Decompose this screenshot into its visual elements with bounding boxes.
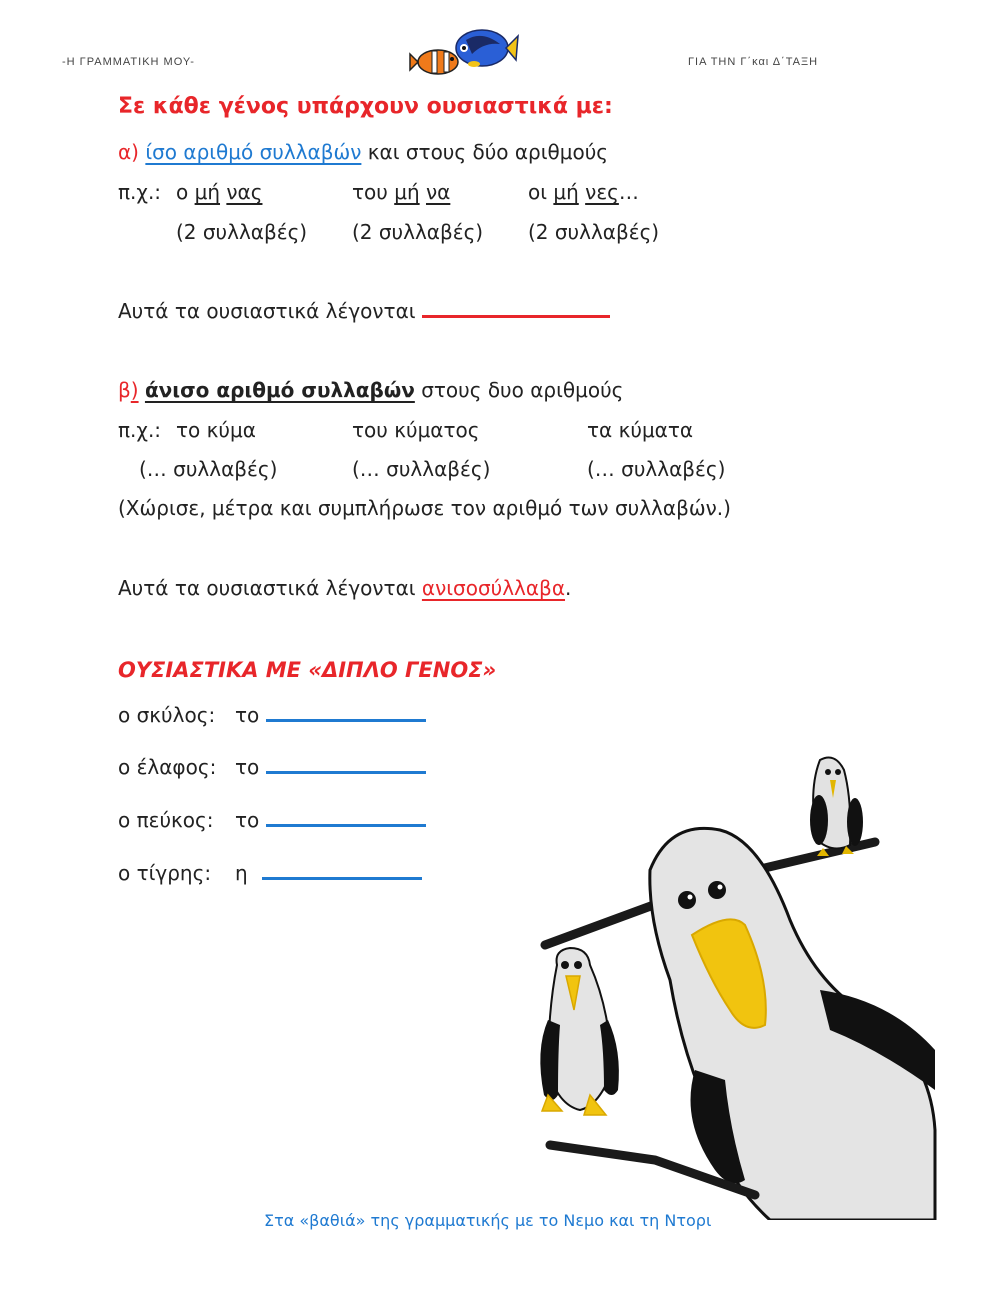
example-item	[528, 180, 639, 204]
noun-label: ο έλαφος:	[118, 755, 217, 779]
noun-label: ο σκύλος:	[118, 703, 216, 727]
conclusion-period: .	[565, 576, 572, 600]
example-suffix: …	[618, 180, 639, 204]
syllable-count: (2 συλλαβές)	[352, 220, 484, 244]
article-label: το	[235, 703, 260, 727]
article-label: το	[235, 755, 260, 779]
section-a-conclusion	[118, 299, 610, 323]
noun-label: ο πεύκος:	[118, 808, 214, 832]
answer-blank-blue[interactable]	[266, 755, 426, 774]
answer-blank-blue[interactable]	[266, 703, 426, 722]
header-right-title: ΓΙΑ ΤΗΝ Γ΄και Δ΄ΤΑΞΗ	[688, 56, 819, 68]
section-a-line	[118, 140, 608, 164]
section-a-marker: α)	[118, 140, 139, 164]
noun-label: ο τίγρης:	[118, 861, 212, 885]
section-b-highlight: άνισο αριθμό συλλαβών	[144, 378, 415, 402]
double-gender-heading: ΟΥΣΙΑΣΤΙΚΑ ΜΕ «ΔΙΠΛΟ ΓΕΝΟΣ»	[118, 658, 497, 682]
example-syllable: νας	[226, 180, 263, 204]
fill-row	[235, 808, 426, 832]
example-syllable: μή	[553, 180, 579, 204]
answer-blank-blue[interactable]	[262, 861, 422, 880]
example-prefix: π.χ.:	[118, 418, 162, 442]
example-item	[176, 180, 262, 204]
conclusion-text: Αυτά τα ουσιαστικά λέγονται	[118, 299, 416, 323]
fish-icon	[408, 24, 520, 82]
fill-row	[235, 703, 426, 727]
example-syllable: μή	[394, 180, 420, 204]
header-left-title: -Η ΓΡΑΜΜΑΤΙΚΗ ΜΟΥ-	[62, 56, 195, 68]
page-title: Σε κάθε γένος υπάρχουν ουσιαστικά με:	[118, 94, 613, 119]
syllable-count-blank[interactable]: (… συλλαβές)	[352, 457, 491, 481]
example-item	[352, 180, 450, 204]
example-item: το κύμα	[176, 418, 256, 442]
footer-text: Στα «βαθιά» της γραμματικής με το Νεμο και τη Ντορι	[264, 1211, 712, 1230]
section-a-rest: και στους δύο αριθμούς	[367, 140, 609, 164]
syllable-count-blank[interactable]: (… συλλαβές)	[139, 457, 278, 481]
syllable-count: (2 συλλαβές)	[528, 220, 660, 244]
article-label: η	[235, 861, 248, 885]
section-b-conclusion	[118, 576, 571, 600]
section-b-rest: στους δυο αριθμούς	[421, 378, 624, 402]
example-syllable: μή	[194, 180, 221, 204]
conclusion-text: Αυτά τα ουσιαστικά λέγονται	[118, 576, 416, 600]
example-article: του	[352, 180, 388, 204]
instruction-text: (Χώρισε, μέτρα και συμπλήρωσε τον αριθμό των συλλαβών.)	[118, 496, 731, 520]
answer-blank-red[interactable]	[422, 299, 610, 318]
example-syllable: να	[425, 180, 451, 204]
example-article: ο	[176, 180, 189, 204]
section-b-marker-paren: )	[130, 378, 139, 402]
example-item: τα κύματα	[587, 418, 694, 442]
syllable-count: (2 συλλαβές)	[176, 220, 308, 244]
example-article: οι	[528, 180, 548, 204]
example-prefix: π.χ.:	[118, 180, 162, 204]
article-label: το	[235, 808, 260, 832]
answer-text: ανισοσύλλαβα	[421, 576, 566, 600]
syllable-count-blank[interactable]: (… συλλαβές)	[587, 457, 726, 481]
fill-row	[235, 861, 422, 885]
example-syllable: νες	[585, 180, 619, 204]
section-b-line	[118, 378, 623, 402]
section-b-marker: β	[118, 378, 131, 402]
answer-blank-blue[interactable]	[266, 808, 426, 827]
seagulls-illustration	[530, 750, 940, 1220]
example-item: του κύματος	[352, 418, 480, 442]
fill-row	[235, 755, 426, 779]
section-a-highlight: ίσο αριθμό συλλαβών	[145, 140, 362, 164]
